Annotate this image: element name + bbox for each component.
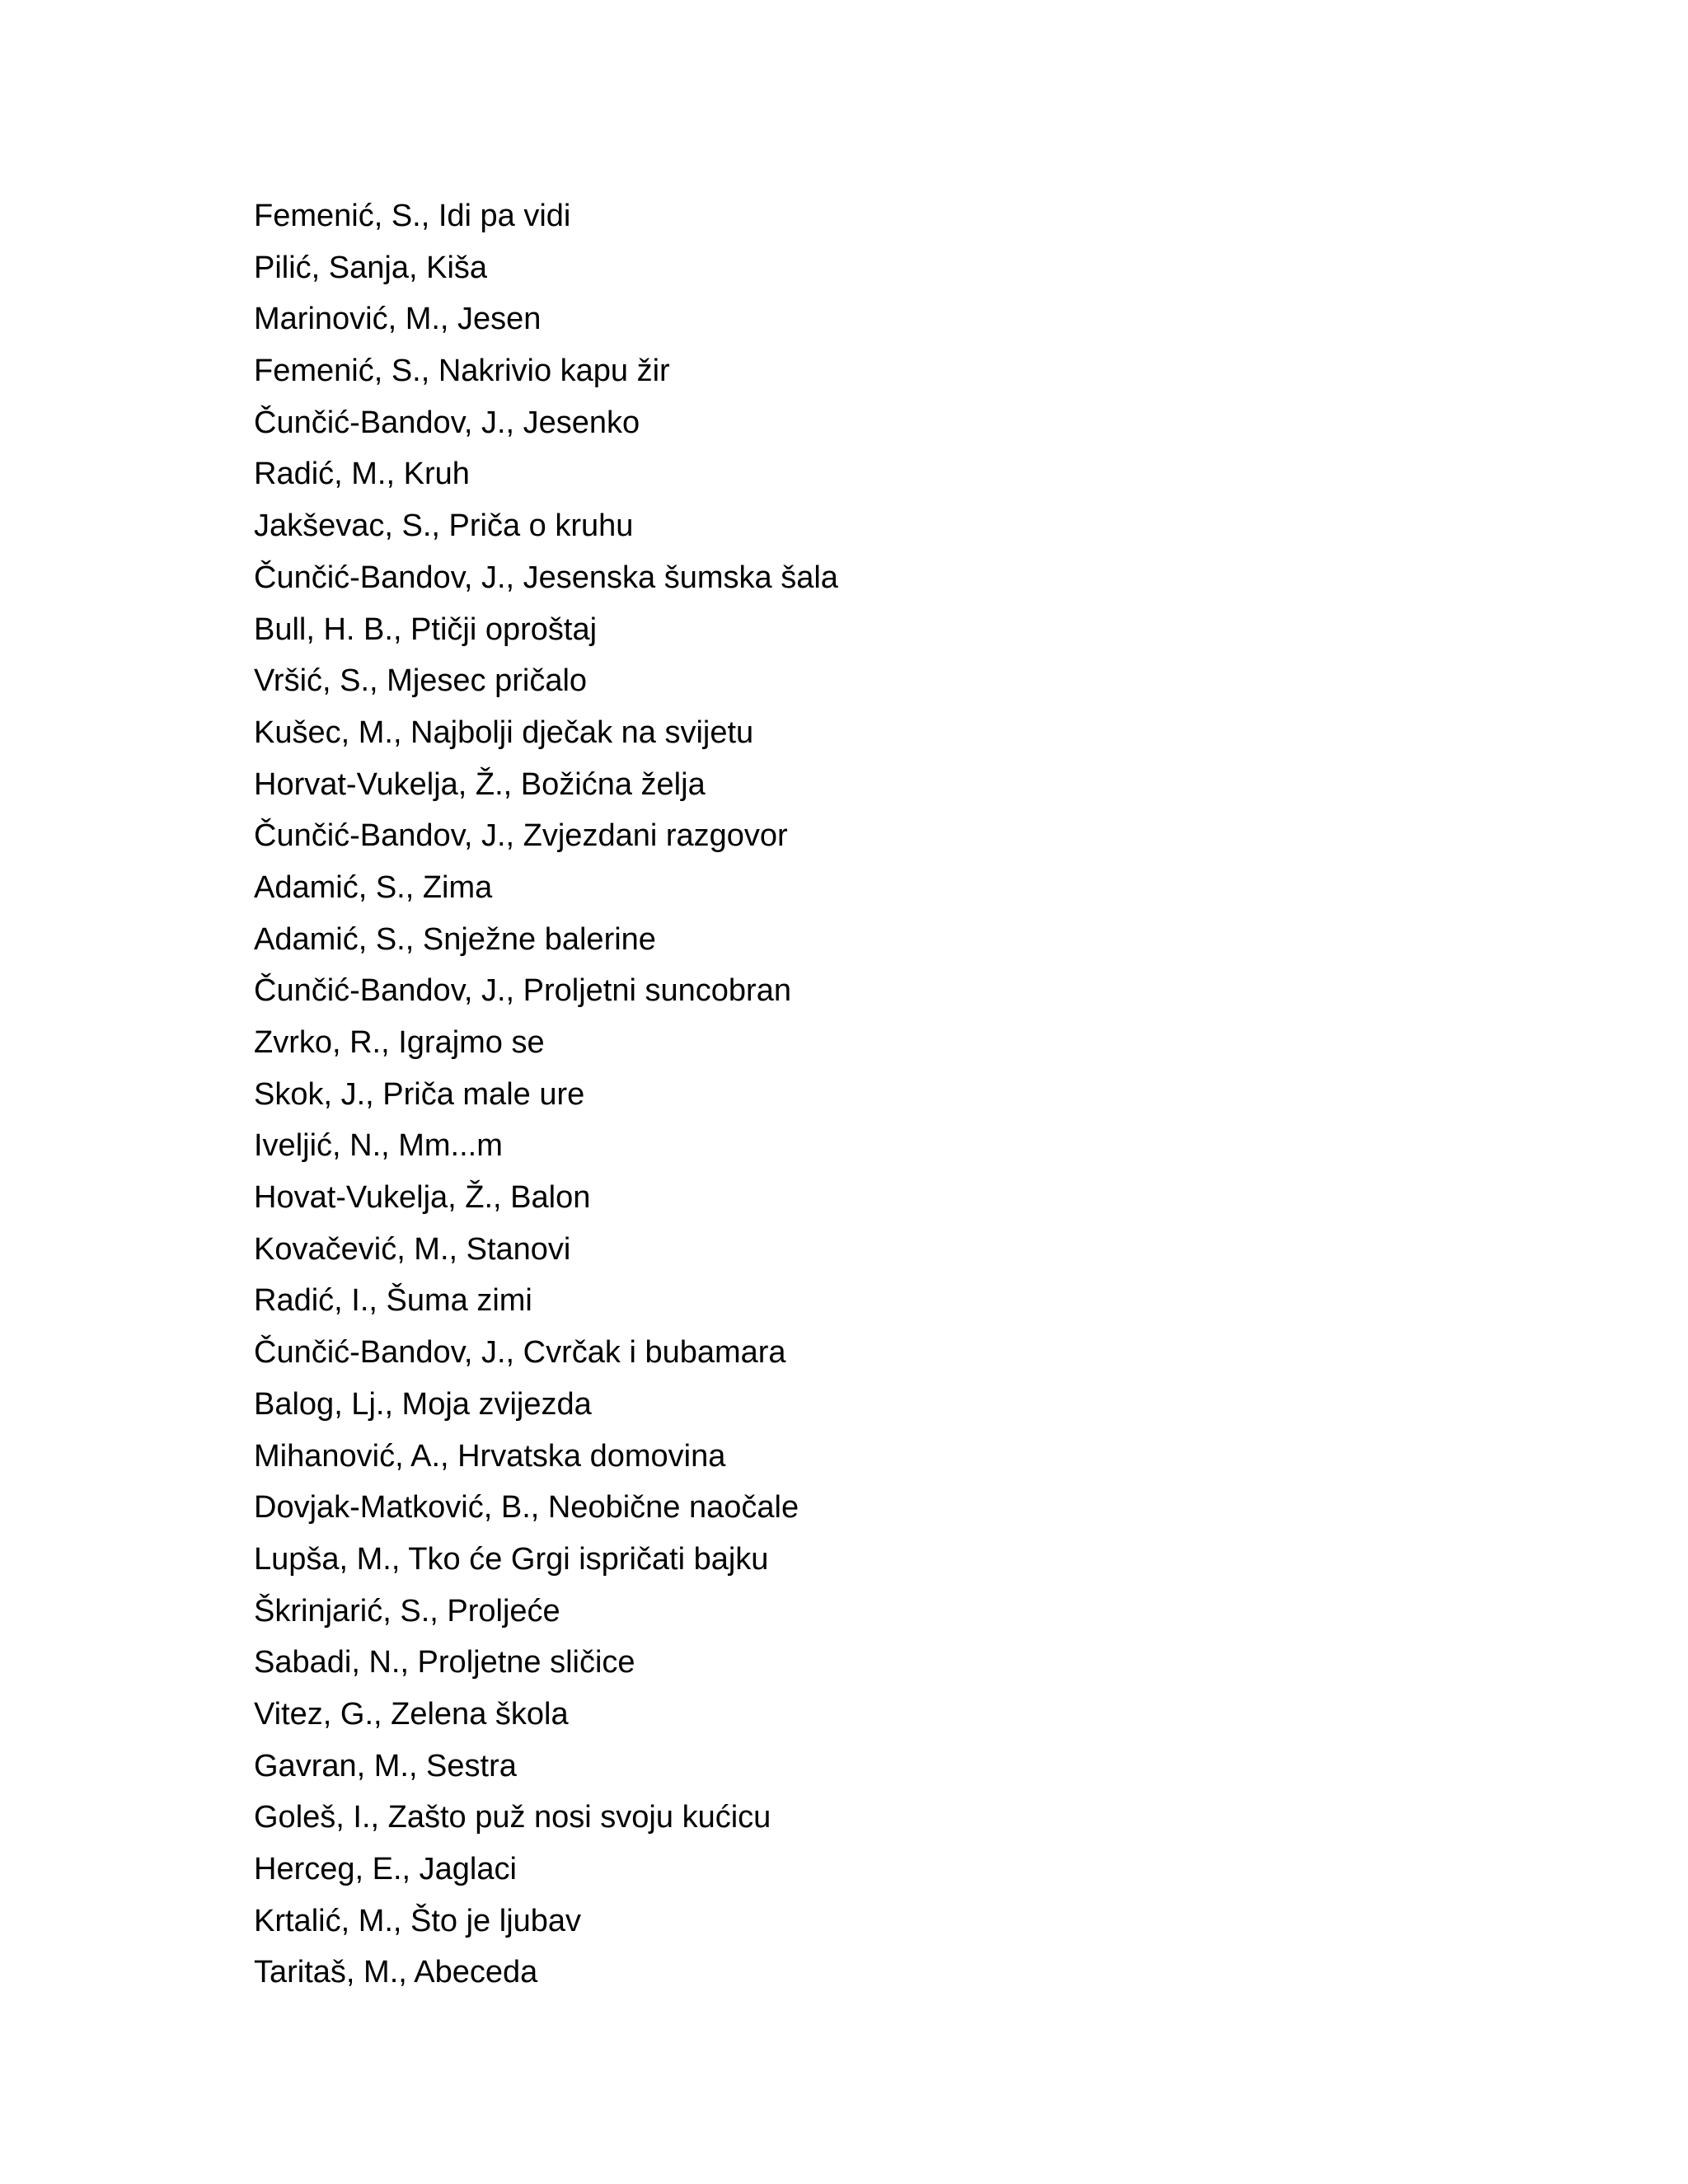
list-item: Mihanović, A., Hrvatska domovina xyxy=(254,1438,726,1474)
list-item: Kovačević, M., Stanovi xyxy=(254,1231,571,1267)
list-item: Radić, I., Šuma zimi xyxy=(254,1283,532,1319)
list-item: Dovjak-Matković, B., Neobične naočale xyxy=(254,1490,799,1526)
list-item: Horvat-Vukelja, Ž., Božićna želja xyxy=(254,766,706,802)
list-item: Čunčić-Bandov, J., Proljetni suncobran xyxy=(254,973,791,1009)
list-item: Iveljić, N., Mm...m xyxy=(254,1128,503,1164)
list-item: Kušec, M., Najbolji dječak na svijetu xyxy=(254,715,754,750)
list-item: Radić, M., Kruh xyxy=(254,457,470,492)
list-item: Adamić, S., Snježne balerine xyxy=(254,921,656,957)
list-item: Gavran, M., Sestra xyxy=(254,1748,517,1783)
list-item: Čunčić-Bandov, J., Jesenko xyxy=(254,405,640,440)
list-item: Jakševac, S., Priča o kruhu xyxy=(254,509,634,544)
list-item: Škrinjarić, S., Proljeće xyxy=(254,1593,560,1629)
list-item: Hovat-Vukelja, Ž., Balon xyxy=(254,1180,591,1216)
list-item: Goleš, I., Zašto puž nosi svoju kućicu xyxy=(254,1800,771,1835)
list-item: Vršić, S., Mjesec pričalo xyxy=(254,663,588,699)
list-item: Čunčić-Bandov, J., Jesenska šumska šala xyxy=(254,560,838,595)
list-item: Herceg, E., Jaglaci xyxy=(254,1852,517,1886)
reading-list xyxy=(254,195,838,2004)
list-item: Pilić, Sanja, Kiša xyxy=(254,250,488,285)
list-item: Krtalić, M., Što je ljubav xyxy=(254,1903,582,1938)
list-item: Balog, Lj., Moja zvijezda xyxy=(254,1386,592,1422)
list-item: Čunčić-Bandov, J., Zvjezdani razgovor xyxy=(254,818,788,854)
list-item: Adamić, S., Zima xyxy=(254,869,493,905)
list-item: Sabadi, N., Proljetne sličice xyxy=(254,1645,635,1680)
list-item: Bull, H. B., Ptičji oproštaj xyxy=(254,612,598,647)
list-item: Femenić, S., Nakrivio kapu žir xyxy=(254,354,670,389)
list-item: Taritaš, M., Abeceda xyxy=(254,1955,538,1990)
list-item: Lupša, M., Tko će Grgi ispričati bajku xyxy=(254,1541,769,1577)
list-item: Vitez, G., Zelena škola xyxy=(254,1696,569,1732)
list-item: Marinović, M., Jesen xyxy=(254,302,542,337)
list-item: Zvrko, R., Igrajmo se xyxy=(254,1025,545,1060)
list-item: Skok, J., Priča male ure xyxy=(254,1076,585,1112)
list-item: Femenić, S., Idi pa vidi xyxy=(254,199,571,233)
list-item: Čunčić-Bandov, J., Cvrčak i bubamara xyxy=(254,1335,786,1371)
